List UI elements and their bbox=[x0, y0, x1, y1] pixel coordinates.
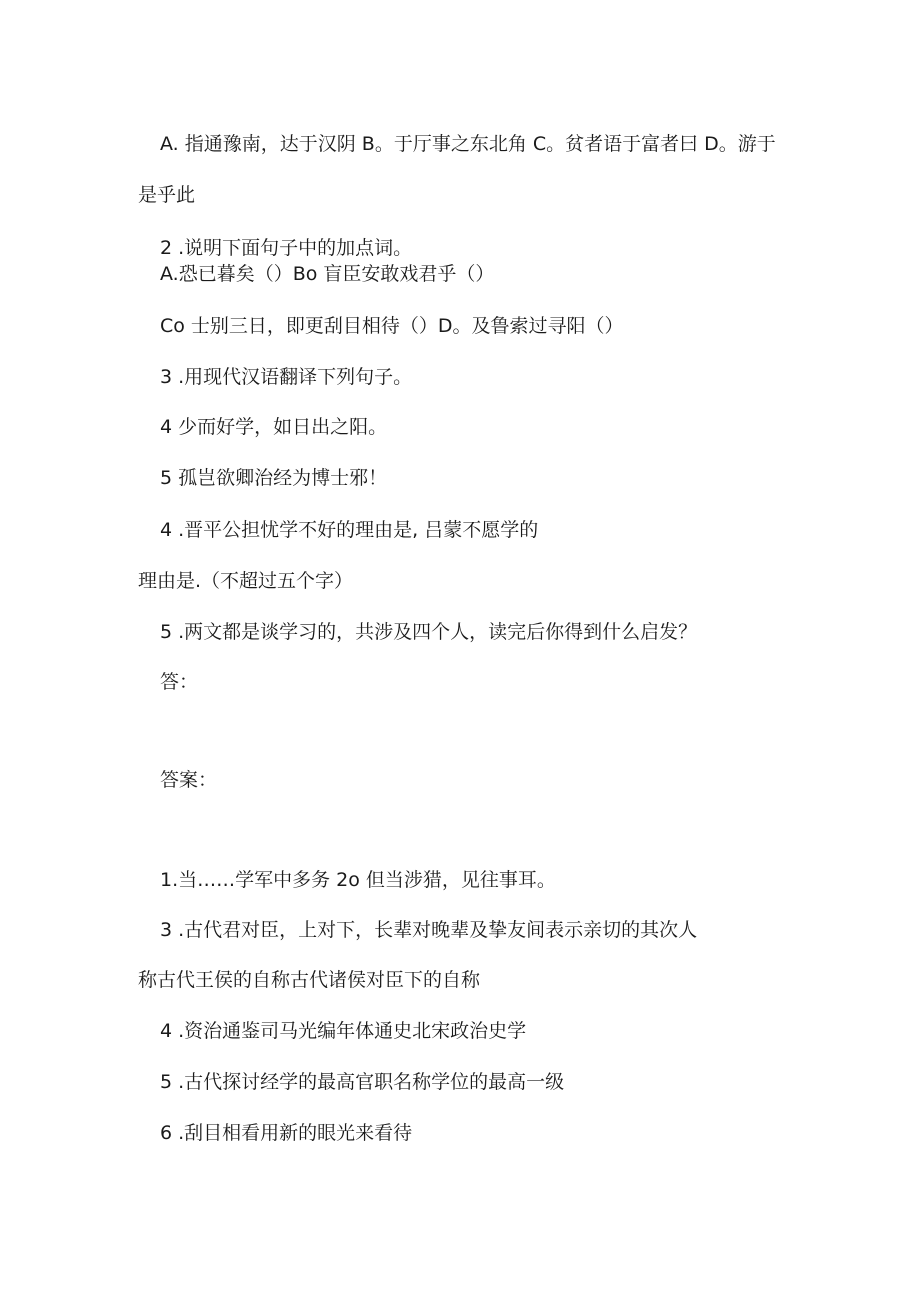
answer-label: 答： bbox=[160, 671, 199, 693]
translate-sentence-2: 5 孤岂欲卿治经为博士邪！ bbox=[160, 467, 388, 489]
answer-6: 6 .刮目相看用新的眼光来看待 bbox=[160, 1122, 413, 1144]
question-1-continuation: 是乎此 bbox=[138, 184, 196, 206]
translate-sentence-1: 4 少而好学，如日出之阳。 bbox=[160, 416, 388, 438]
question-3-prompt: 3 .用现代汉语翻译下列句子。 bbox=[160, 366, 413, 388]
answer-3-continuation: 称古代王侯的自称古代诸侯对臣下的自称 bbox=[138, 969, 481, 991]
question-1-options: A. 指通豫南，达于汉阴 B。于厅事之东北角 C。贫者语于富者曰 D。游于 bbox=[160, 133, 776, 155]
question-2-prompt: 2 .说明下面句子中的加点词。 bbox=[160, 237, 413, 259]
question-5-prompt: 5 .两文都是谈学习的，共涉及四个人，读完后你得到什么启发？ bbox=[160, 621, 698, 643]
question-4-prompt: 4 .晋平公担忧学不好的理由是, 吕蒙不愿学的 bbox=[160, 519, 539, 541]
answer-4: 4 .资治通鉴司马光编年体通史北宋政治史学 bbox=[160, 1020, 527, 1042]
question-2-items-cd: Co 士别三日，即更刮目相待（）D。及鲁索过寻阳（） bbox=[160, 315, 624, 337]
question-4-continuation: 理由是.（不超过五个字） bbox=[138, 570, 354, 592]
answer-key-heading: 答案： bbox=[160, 769, 218, 791]
answer-1: 1.当……学军中多务 2o 但当涉猎，见往事耳。 bbox=[160, 869, 556, 891]
question-2-items-ab: A.恐已暮矣（）Bo 盲臣安敢戏君乎（） bbox=[160, 263, 495, 285]
answer-3: 3 .古代君对臣，上对下，长辈对晚辈及挚友间表示亲切的其次人 bbox=[160, 919, 698, 941]
answer-5: 5 .古代探讨经学的最高官职名称学位的最高一级 bbox=[160, 1071, 565, 1093]
